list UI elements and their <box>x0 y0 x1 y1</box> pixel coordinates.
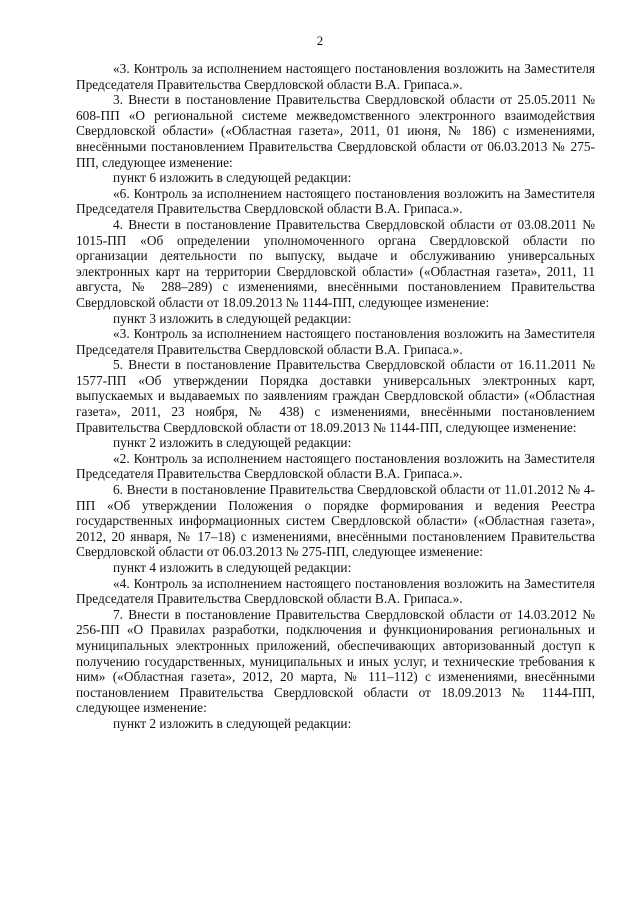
paragraph-10: «2. Контроль за исполнением настоящего постановления возложить на Заместителя Председателя Правительства Свердловской области В.А. Грипаса.». <box>76 450 595 482</box>
paragraph-11: 6. Внести в постановление Правительства Свердловской области от 11.01.2012 № 4-ПП «Об утверждении Положения о порядке формирования и ведения Реестра государственных информационных систем Свердловской области» («Областная газета», 2012, 20 января, № 17–18) с изменениями, внесёнными постановлением Правительства Свердловской области от 06.03.2013 № 275-ПП, следующее изменение: <box>76 482 595 560</box>
paragraph-8: 5. Внести в постановление Правительства Свердловской области от 16.11.2011 № 1577-ПП «Об утверждении Порядка доставки универсальных электронных карт, выпускаемых и выдаваемых по заявлениям граждан Свердловской области» («Областная газета», 2011, 23 ноября, № 438) с изменениями, внесёнными постановлением Правительства Свердловской области от 18.09.2013 № 1144-ПП, следующее изменение: <box>76 357 595 435</box>
paragraph-3: пункт 6 изложить в следующей редакции: <box>113 170 352 186</box>
paragraph-1: «3. Контроль за исполнением настоящего постановления возложить на Заместителя Председателя Правительства Свердловской области В.А. Грипаса.». <box>76 61 595 92</box>
paragraph-13: «4. Контроль за исполнением настоящего постановления возложить на Заместителя Председателя Правительства Свердловской области В.А. Грипаса.». <box>76 575 595 607</box>
paragraph-14: 7. Внести в постановление Правительства Свердловской области от 14.03.2012 № 256-ПП «О Правилах разработки, подключения и функционирования региональных и муниципальных электронных приложений, обеспечивающих авторизованный доступ к получению государственных, муниципальных и иных услуг, и технические требования к ним» («Областная газета», 2012, 20 марта, № 111–112) с изменениями, внесёнными постановлением Правительства Свердловской области от 18.09.2013 № 1144-ПП, следующее изменение: <box>76 606 595 716</box>
paragraph-5: 4. Внести в постановление Правительства Свердловской области от 03.08.2011 № 1015-ПП «Об определении уполномоченного органа Свердловской области по организации деятельности по выпуску, выдаче и обслуживанию универсальных электронных карт на территории Свердловской области» («Областная газета», 2011, 11 августа, № 288–289) с изменениями, внесёнными постановлением Правительства Свердловской области от 18.09.2013 № 1144-ПП, следующее изменение: <box>76 216 595 310</box>
paragraph-6: пункт 3 изложить в следующей редакции: <box>113 310 352 326</box>
paragraph-12: пункт 4 изложить в следующей редакции: <box>113 560 352 575</box>
paragraph-15: пункт 2 изложить в следующей редакции: <box>113 715 352 731</box>
paragraph-2: 3. Внести в постановление Правительства Свердловской области от 25.05.2011 № 608-ПП «О региональной системе межведомственного электронного взаимодействия Свердловской области» («Областная газета», 2011, 01 июня, № 186) с изменениями, внесёнными постановлением Правительства Свердловской области от 06.03.2013 № 275-ПП, следующее изменение: <box>76 92 595 170</box>
paragraph-7: «3. Контроль за исполнением настоящего постановления возложить на Заместителя Председателя Правительства Свердловской области В.А. Грипаса.». <box>76 326 595 357</box>
page-number: 2 <box>316 33 324 48</box>
paragraph-4: «6. Контроль за исполнением настоящего постановления возложить на Заместителя Председателя Правительства Свердловской области В.А. Грипаса.». <box>76 185 595 217</box>
document-body <box>76 61 595 732</box>
paragraph-9: пункт 2 изложить в следующей редакции: <box>113 435 352 451</box>
